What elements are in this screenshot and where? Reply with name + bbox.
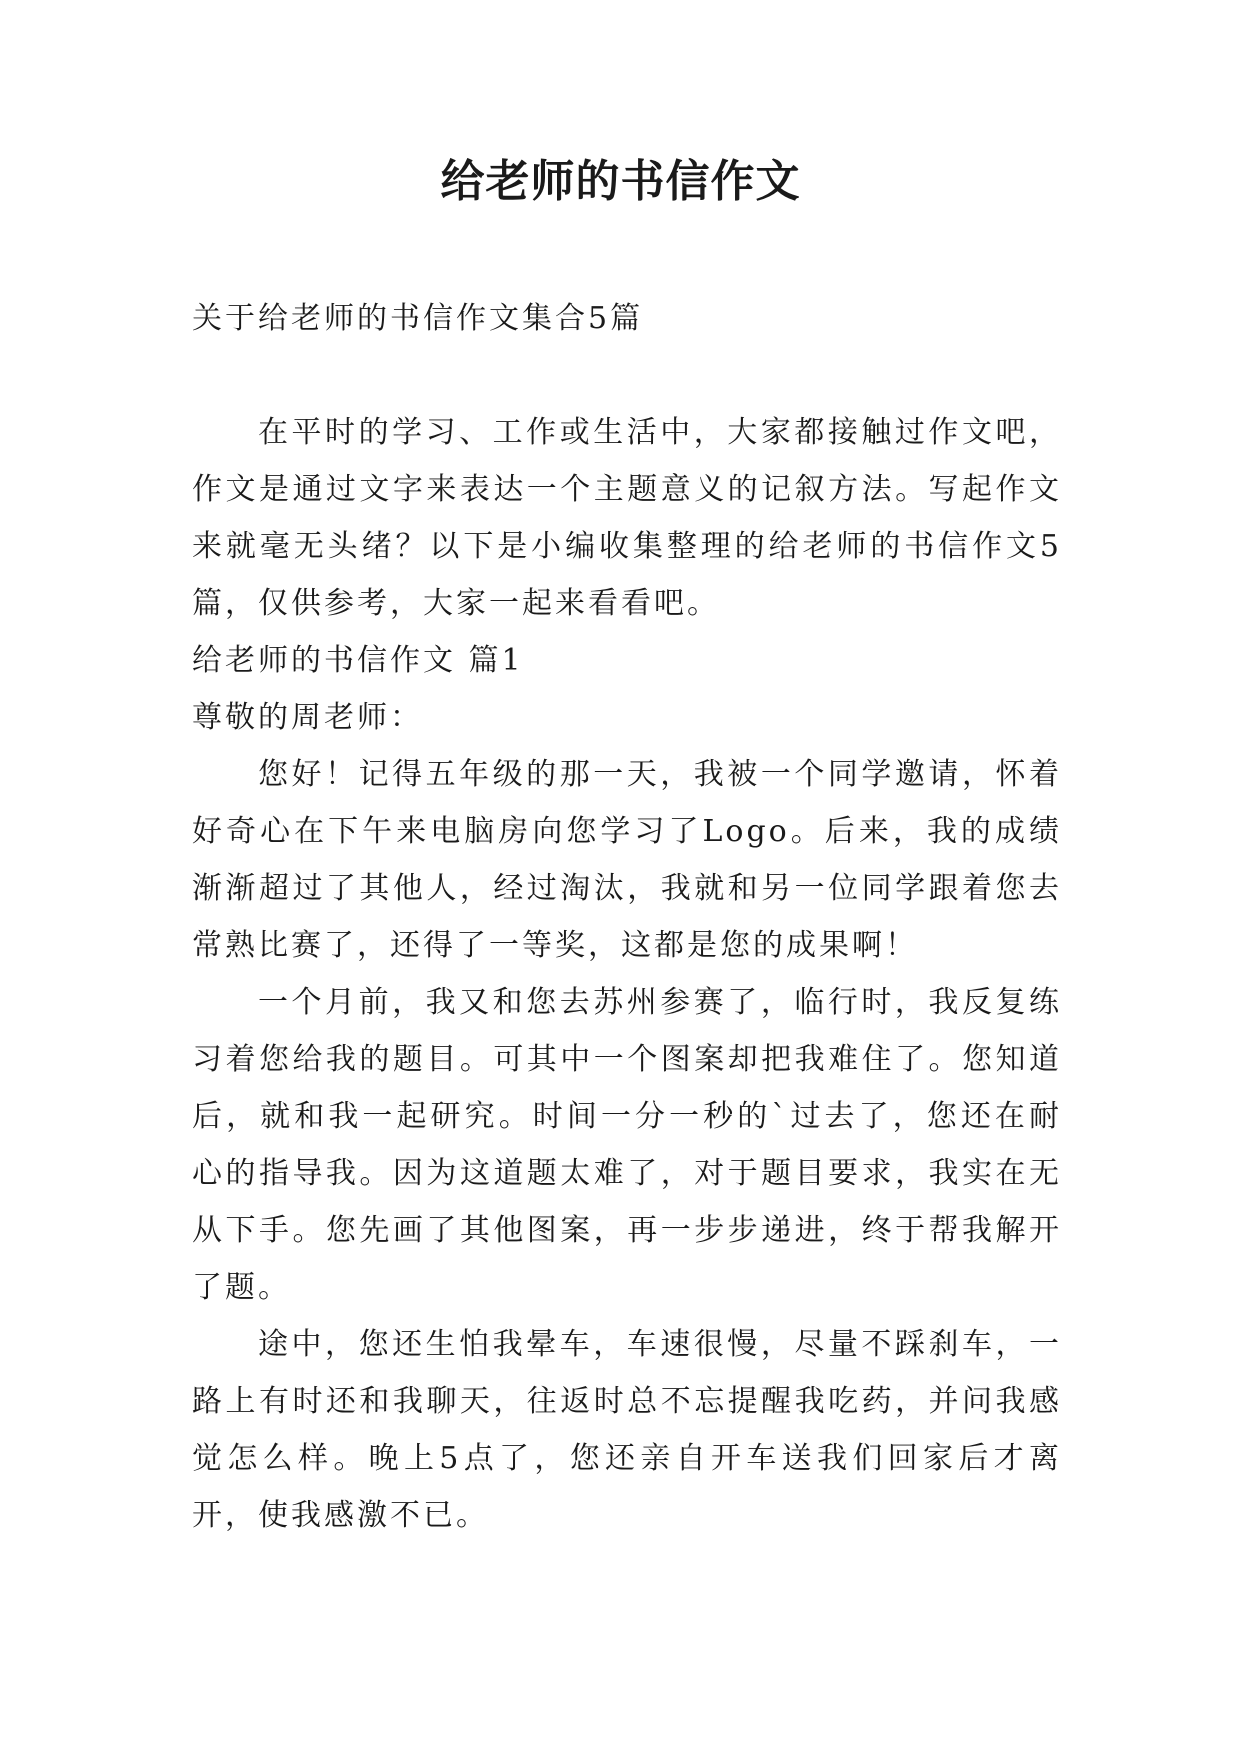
body-paragraph: 一个月前，我又和您去苏州参赛了，临行时，我反复练习着您给我的题目。可其中一个图案却把我难住了。您知道后，就和我一起研究。时间一分一秒的`过去了，您还在耐心的指导我。因为这道题太难了，对于题目要求，我实在无从下手。您先画了其他图案，再一步步递进，终于帮我解开了题。 xyxy=(192,985,1062,1305)
document-subtitle: 关于给老师的书信作文集合5篇 xyxy=(192,301,644,336)
body-paragraph: 途中，您还生怕我晕车，车速很慢，尽量不踩刹车，一路上有时还和我聊天，往返时总不忘提醒我吃药，并问我感觉怎么样。晚上5点了，您还亲自开车送我们回家后才离开，使我感激不已。 xyxy=(192,1327,1062,1533)
letter-salutation: 尊敬的周老师： xyxy=(192,700,423,735)
body-paragraph: 您好！记得五年级的那一天，我被一个同学邀请，怀着好奇心在下午来电脑房向您学习了Logo。后来，我的成绩渐渐超过了其他人，经过淘汰，我就和另一位同学跟着您去常熟比赛了，还得了一等奖，这都是您的成果啊！ xyxy=(192,757,1062,963)
document-body xyxy=(192,290,1062,1544)
document-title: 给老师的书信作文 xyxy=(440,156,801,207)
intro-paragraph: 在平时的学习、工作或生活中，大家都接触过作文吧，作文是通过文字来表达一个主题意义的记叙方法。写起作文来就毫无头绪？以下是小编收集整理的给老师的书信作文5篇，仅供参考，大家一起来看看吧。 xyxy=(192,415,1062,621)
section-heading: 给老师的书信作文 篇1 xyxy=(192,643,524,678)
